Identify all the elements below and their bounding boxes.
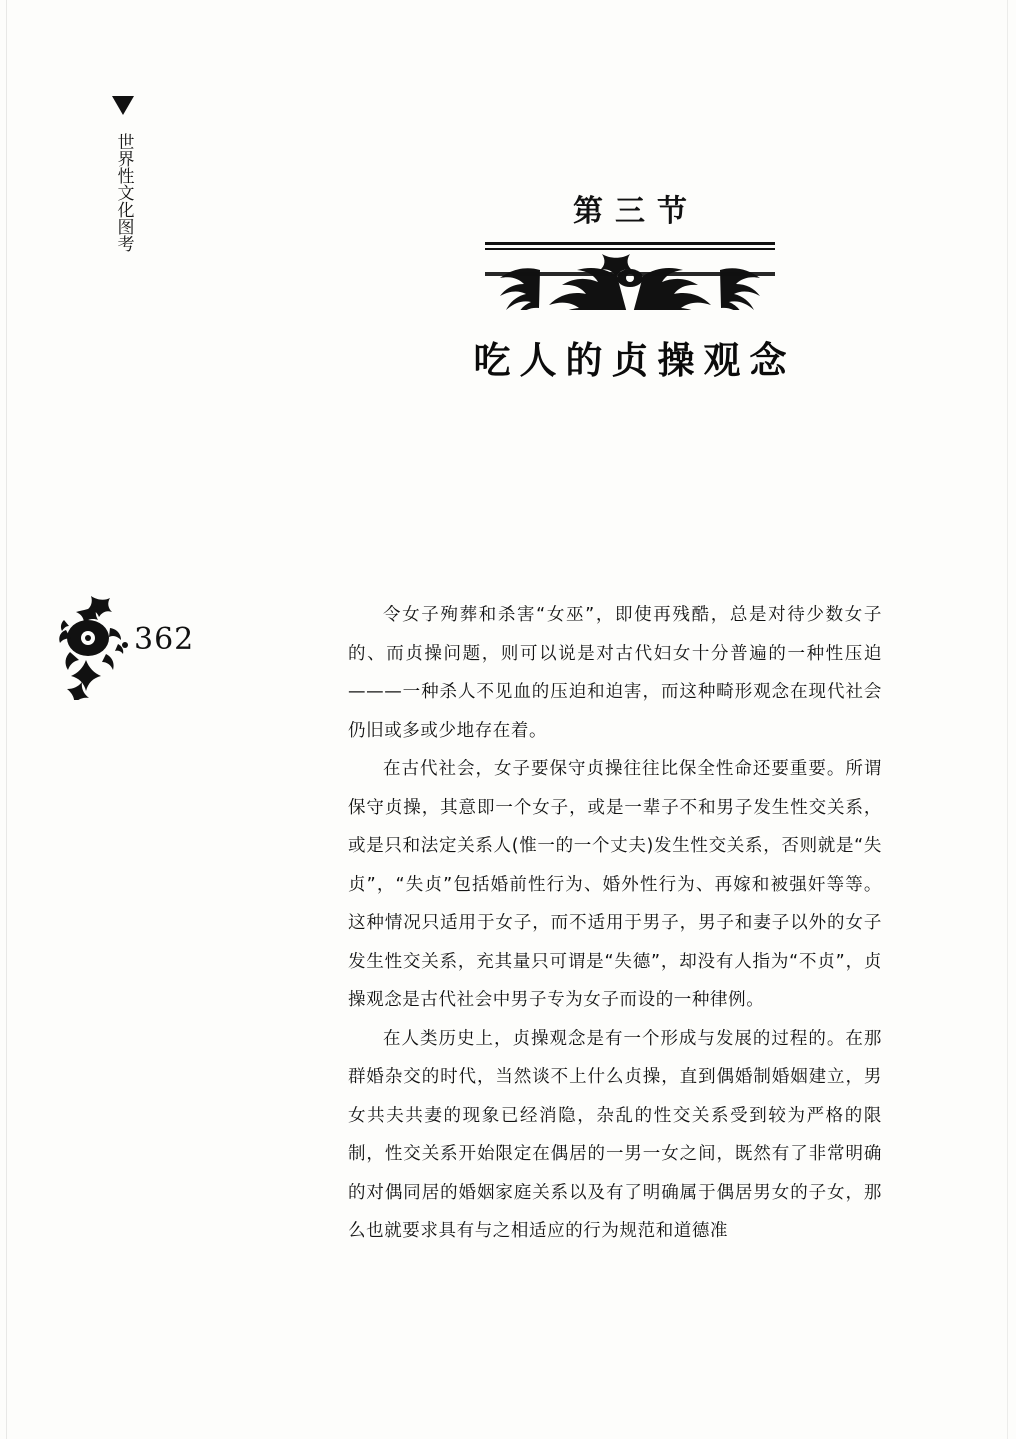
paragraph: 在人类历史上，贞操观念是有一个形成与发展的过程的。在那群婚杂交的时代，当然谈不上什么贞操，直到偶婚制婚姻建立，男女共夫共妻的现象已经消隐，杂乱的性交关系受到较为严格的限制，性交关系开始限定在偶居的一男一女之间，既然有了非常明确的对偶同居的婚姻家庭关系以及有了明确属于偶居男女的子女，那么也就要求具有与之相适应的行为规范和道德准	[348, 1028, 882, 1241]
running-head-label: 世界性文化图考	[113, 133, 134, 252]
running-head	[96, 96, 150, 256]
paragraph: 令女子殉葬和杀害“女巫”，即使再残酷，总是对待少数女子的、而贞操问题，则可以说是对古代妇女十分普遍的一种性压迫———一种杀人不见血的压迫和迫害，而这种畸形观念在现代社会仍旧或多或少地存在着。	[348, 605, 882, 741]
floral-folio-ornament	[58, 590, 128, 700]
chapter-heading	[430, 186, 830, 384]
body-text	[348, 596, 882, 1251]
chapter-title: 吃人的贞操观念	[473, 338, 796, 382]
section-label: 第三节	[573, 194, 699, 229]
page-number: 362	[134, 622, 195, 657]
floral-header-ornament	[480, 250, 780, 310]
triangle-marker-icon	[112, 96, 134, 115]
folio-dot	[122, 642, 128, 648]
paragraph: 在古代社会，女子要保守贞操往往比保全性命还要重要。所谓保守贞操，其意即一个女子，或是一辈子不和男子发生性交关系，或是只和法定关系人(惟一的一个丈夫)发生性交关系，否则就是“失贞”，“失贞”包括婚前性行为、婚外性行为、再嫁和被强奸等等。这种情况只适用于女子，而不适用于男子，男子和妻子以外的女子发生性交关系，充其量只可谓是“失德”，却没有人指为“不贞”，贞操观念是古代社会中男子专为女子而设的一种律例。	[348, 759, 882, 1010]
heading-rules	[485, 242, 775, 250]
scan-edge-left	[6, 0, 7, 1439]
folio-block	[58, 590, 198, 710]
scan-edge-right	[1007, 0, 1008, 1439]
